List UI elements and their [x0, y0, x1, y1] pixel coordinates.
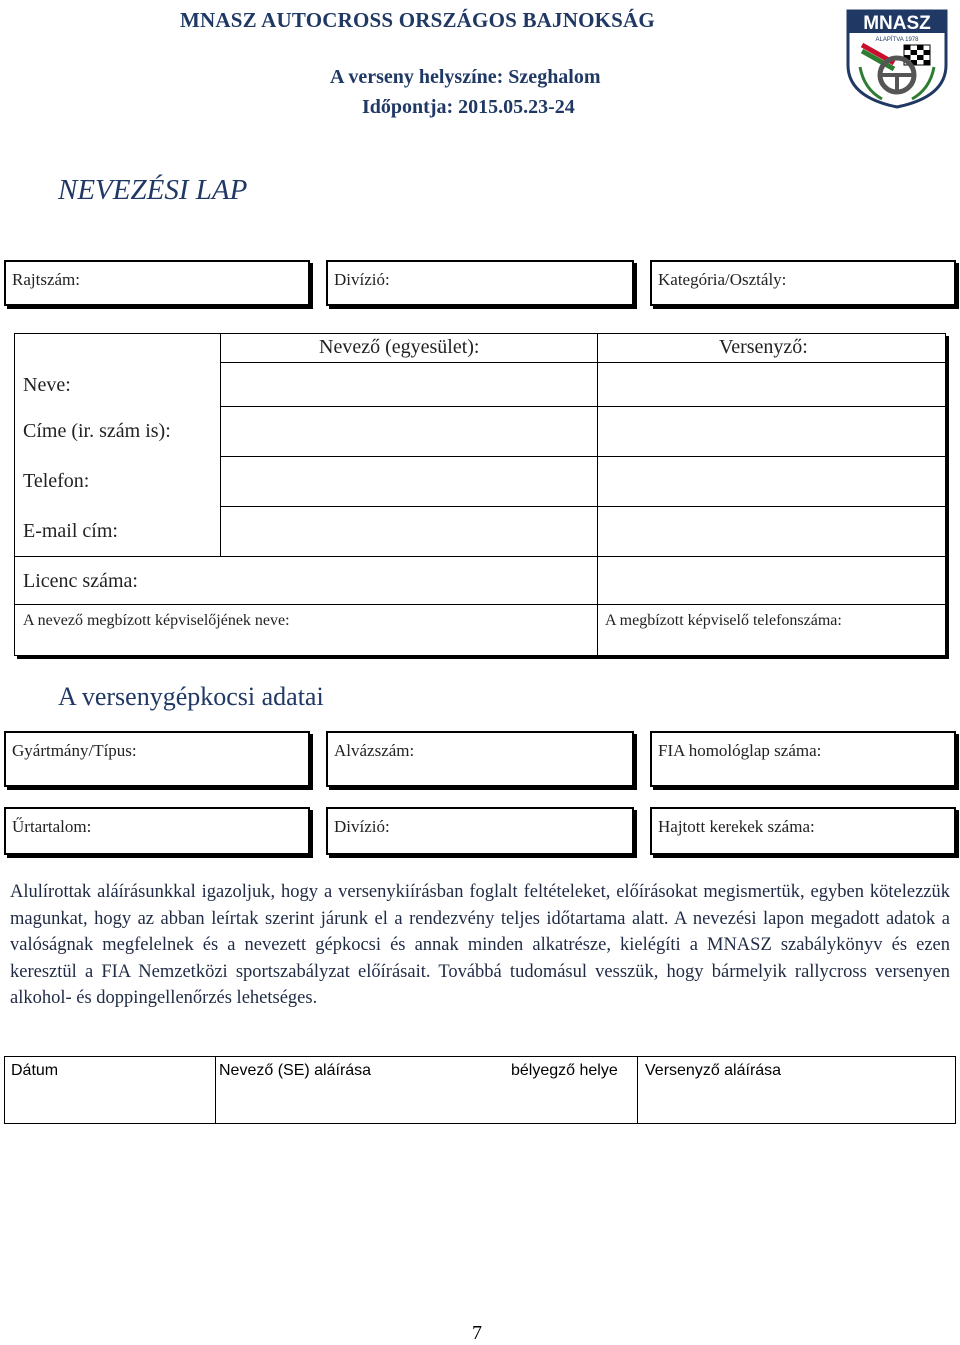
displacement-field[interactable]: [4, 807, 310, 855]
driver-signature-field[interactable]: [638, 1079, 955, 1123]
chassis-label: Alvázszám:: [334, 741, 415, 760]
division-field[interactable]: [326, 260, 634, 306]
entrant-input-area[interactable]: [221, 363, 597, 556]
driver-signature-label: Versenyző aláírása: [645, 1062, 782, 1079]
entrant-driver-table: [14, 333, 946, 656]
fia-homologation-field[interactable]: [650, 731, 956, 787]
form-title: NEVEZÉSI LAP: [58, 174, 248, 206]
date-signature-label: Dátum: [11, 1062, 59, 1079]
driven-wheels-field[interactable]: [650, 807, 956, 855]
make-type-label: Gyártmány/Típus:: [12, 741, 137, 760]
driver-header: Versenyző:: [719, 336, 808, 358]
phone-label: Telefon:: [23, 470, 90, 492]
car-section-title: A versenygépkocsi adatai: [58, 682, 324, 711]
car-division-field[interactable]: [326, 807, 634, 855]
driven-wheels-label: Hajtott kerekek száma:: [658, 817, 815, 836]
email-label: E-mail cím:: [23, 520, 118, 542]
championship-title: MNASZ AUTOCROSS ORSZÁGOS BAJNOKSÁG: [180, 8, 655, 32]
rep-phone-label: A megbízott képviselő telefonszáma:: [605, 612, 842, 629]
rep-name-field[interactable]: [15, 605, 597, 655]
mnasz-logo: [842, 5, 952, 109]
displacement-label: Űrtartalom:: [12, 817, 92, 836]
declaration-text: Alulírottak aláírásunkkal igazoljuk, hogy a versenykiírásban foglalt feltételeket, előírásokat megismertük, egyben kötelezzük magunkat, hogy az abban leírtak szerint járunk el a rendezvény teljes időtartama alatt. A nevezési lapon megadott adatok a valóságnak megfelelnek és a nevezett gépkocsi és annak minden alkatrésze, kielégíti a MNASZ szabálykönyv és ezen keresztül a FIA Nemzetközi sportszabályzat előírásait. Továbbá tudomásul vesszük, hogy bármelyik rallycross versenyen alkohol- és doppingellenőrzés lehetséges.: [10, 882, 950, 1008]
chassis-field[interactable]: [326, 731, 634, 787]
license-label: Licenc száma:: [23, 570, 138, 592]
entrant-header: Nevező (egyesület):: [319, 336, 480, 358]
stamp-label: bélyegző helye: [511, 1062, 618, 1079]
date-line: Időpontja: 2015.05.23-24: [362, 96, 575, 118]
logo-subtext: ALAPÍTVA 1978: [875, 37, 919, 43]
division-label: Divízió:: [334, 270, 390, 289]
entrant-signature-label: Nevező (SE) aláírása: [219, 1062, 372, 1079]
page-number: 7: [472, 1322, 482, 1344]
driver-input-area[interactable]: [598, 363, 946, 556]
logo-text: MNASZ: [863, 13, 931, 34]
date-signature-field[interactable]: [5, 1079, 215, 1123]
start-number-label: Rajtszám:: [12, 270, 80, 289]
start-number-field[interactable]: [4, 260, 310, 306]
fia-homologation-label: FIA homológlap száma:: [658, 741, 822, 760]
category-label: Kategória/Osztály:: [658, 270, 787, 289]
signature-table: [4, 1056, 956, 1124]
car-division-label: Divízió:: [334, 817, 390, 836]
name-label: Neve:: [23, 374, 71, 396]
entrant-signature-field[interactable]: [216, 1079, 637, 1123]
category-field[interactable]: [650, 260, 956, 306]
make-type-field[interactable]: [4, 731, 310, 787]
address-label: Címe (ir. szám is):: [23, 420, 171, 442]
rep-phone-field[interactable]: [598, 605, 946, 655]
venue-line: A verseny helyszíne: Szeghalom: [330, 66, 601, 88]
rep-name-label: A nevező megbízott képviselőjének neve:: [23, 612, 290, 629]
